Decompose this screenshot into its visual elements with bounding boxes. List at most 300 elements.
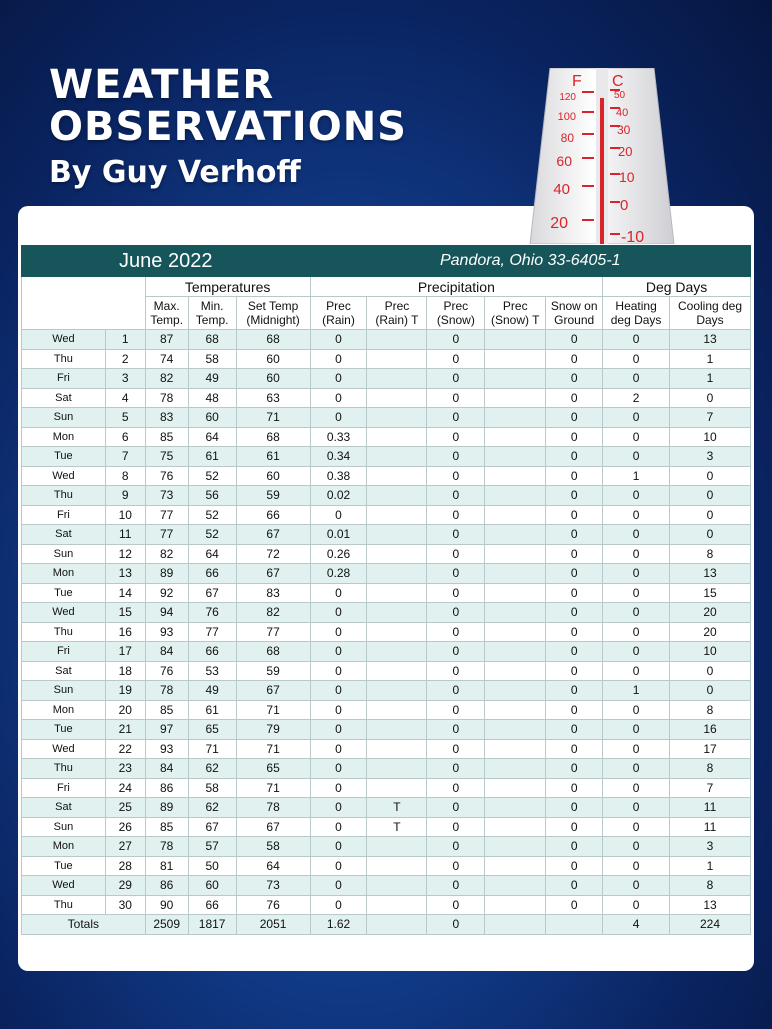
- day-number: 9: [105, 486, 145, 506]
- prec-snow: 0: [427, 447, 485, 467]
- max-temp: 92: [145, 583, 188, 603]
- prec-snow-t: [485, 427, 546, 447]
- heating-deg-days: 0: [603, 778, 670, 798]
- max-temp: 82: [145, 369, 188, 389]
- set-temp: 68: [236, 642, 310, 662]
- day-number: 21: [105, 720, 145, 740]
- set-temp: 66: [236, 505, 310, 525]
- f-tick-label: 100: [557, 111, 576, 123]
- set-temp: 71: [236, 739, 310, 759]
- prec-snow-t: [485, 778, 546, 798]
- col-set-temp: Set Temp (Midnight): [236, 297, 310, 330]
- prec-rain: 0: [310, 583, 367, 603]
- cooling-deg-days: 7: [670, 778, 751, 798]
- heating-deg-days: 0: [603, 583, 670, 603]
- group-header-row: [22, 277, 751, 297]
- prec-snow: 0: [427, 876, 485, 896]
- prec-snow-t: [485, 759, 546, 779]
- prec-rain: 0.33: [310, 427, 367, 447]
- prec-snow-t: [485, 681, 546, 701]
- day-of-week: Mon: [22, 427, 106, 447]
- day-number: 1: [105, 330, 145, 350]
- heating-deg-days: 0: [603, 408, 670, 428]
- day-number: 19: [105, 681, 145, 701]
- prec-rain-t: [367, 681, 427, 701]
- prec-snow-t: [485, 388, 546, 408]
- min-temp: 65: [188, 720, 236, 740]
- snow-on-ground: 0: [546, 817, 603, 837]
- prec-rain-t: T: [367, 817, 427, 837]
- heating-deg-days: 0: [603, 700, 670, 720]
- total-cooling: 224: [670, 915, 751, 935]
- min-temp: 66: [188, 895, 236, 915]
- min-temp: 68: [188, 330, 236, 350]
- cooling-deg-days: 0: [670, 486, 751, 506]
- cooling-deg-days: 8: [670, 759, 751, 779]
- table-row: [22, 330, 751, 350]
- day-number: 27: [105, 837, 145, 857]
- snow-on-ground: 0: [546, 700, 603, 720]
- day-number: 28: [105, 856, 145, 876]
- total-snow-t: [485, 915, 546, 935]
- set-temp: 67: [236, 817, 310, 837]
- prec-snow-t: [485, 603, 546, 623]
- prec-rain: 0: [310, 739, 367, 759]
- heating-deg-days: 0: [603, 447, 670, 467]
- table-body: [22, 330, 751, 915]
- prec-snow: 0: [427, 583, 485, 603]
- set-temp: 59: [236, 661, 310, 681]
- snow-on-ground: 0: [546, 427, 603, 447]
- max-temp: 83: [145, 408, 188, 428]
- byline: By Guy Verhoff: [49, 155, 301, 190]
- table-row: [22, 447, 751, 467]
- snow-on-ground: 0: [546, 681, 603, 701]
- prec-rain-t: [367, 388, 427, 408]
- set-temp: 78: [236, 798, 310, 818]
- table-row: [22, 661, 751, 681]
- max-temp: 86: [145, 876, 188, 896]
- day-number: 10: [105, 505, 145, 525]
- min-temp: 62: [188, 798, 236, 818]
- prec-rain-t: [367, 544, 427, 564]
- cooling-deg-days: 1: [670, 349, 751, 369]
- max-temp: 77: [145, 525, 188, 545]
- day-of-week: Wed: [22, 876, 106, 896]
- header: [49, 64, 407, 192]
- prec-snow-t: [485, 447, 546, 467]
- day-header: [22, 277, 146, 330]
- day-number: 26: [105, 817, 145, 837]
- set-temp: 83: [236, 583, 310, 603]
- max-temp: 84: [145, 642, 188, 662]
- day-of-week: Mon: [22, 564, 106, 584]
- prec-snow: 0: [427, 895, 485, 915]
- max-temp: 77: [145, 505, 188, 525]
- prec-rain: 0: [310, 720, 367, 740]
- day-number: 25: [105, 798, 145, 818]
- table-row: [22, 525, 751, 545]
- set-temp: 68: [236, 330, 310, 350]
- prec-rain: 0.38: [310, 466, 367, 486]
- c-tick-label: 0: [620, 197, 629, 214]
- cooling-deg-days: 13: [670, 564, 751, 584]
- table-row: [22, 622, 751, 642]
- totals-label: Totals: [22, 915, 146, 935]
- prec-rain-t: [367, 330, 427, 350]
- day-number: 7: [105, 447, 145, 467]
- day-of-week: Wed: [22, 466, 106, 486]
- c-tick-label: 40: [616, 107, 629, 119]
- set-temp: 63: [236, 388, 310, 408]
- prec-snow: 0: [427, 759, 485, 779]
- prec-snow: 0: [427, 369, 485, 389]
- heating-deg-days: 0: [603, 739, 670, 759]
- day-number: 4: [105, 388, 145, 408]
- prec-rain-t: [367, 525, 427, 545]
- total-rain: 1.62: [310, 915, 367, 935]
- day-of-week: Tue: [22, 447, 106, 467]
- prec-snow: 0: [427, 564, 485, 584]
- snow-on-ground: 0: [546, 369, 603, 389]
- set-temp: 68: [236, 427, 310, 447]
- prec-snow-t: [485, 330, 546, 350]
- day-number: 3: [105, 369, 145, 389]
- min-temp: 66: [188, 564, 236, 584]
- month-title: June 2022: [22, 246, 311, 277]
- set-temp: 67: [236, 525, 310, 545]
- table-row: [22, 739, 751, 759]
- day-number: 15: [105, 603, 145, 623]
- prec-rain-t: [367, 427, 427, 447]
- day-number: 17: [105, 642, 145, 662]
- c-tick-label: -10: [621, 229, 645, 244]
- max-temp: 85: [145, 700, 188, 720]
- prec-snow: 0: [427, 388, 485, 408]
- prec-rain: 0: [310, 388, 367, 408]
- prec-rain: 0.28: [310, 564, 367, 584]
- set-temp: 67: [236, 564, 310, 584]
- day-of-week: Sat: [22, 661, 106, 681]
- snow-on-ground: 0: [546, 720, 603, 740]
- prec-snow: 0: [427, 642, 485, 662]
- page-title-line-2: OBSERVATIONS: [49, 104, 407, 150]
- heating-deg-days: 0: [603, 661, 670, 681]
- cooling-deg-days: 15: [670, 583, 751, 603]
- max-temp: 75: [145, 447, 188, 467]
- snow-on-ground: 0: [546, 778, 603, 798]
- set-temp: 65: [236, 759, 310, 779]
- set-temp: 60: [236, 369, 310, 389]
- prec-rain-t: [367, 837, 427, 857]
- day-number: 20: [105, 700, 145, 720]
- max-temp: 87: [145, 330, 188, 350]
- prec-rain: 0: [310, 778, 367, 798]
- cooling-deg-days: 0: [670, 681, 751, 701]
- max-temp: 86: [145, 778, 188, 798]
- thermometer-icon: [522, 68, 682, 244]
- day-of-week: Sun: [22, 681, 106, 701]
- set-temp: 71: [236, 408, 310, 428]
- day-of-week: Fri: [22, 505, 106, 525]
- set-temp: 67: [236, 681, 310, 701]
- max-temp: 93: [145, 739, 188, 759]
- cooling-deg-days: 0: [670, 661, 751, 681]
- prec-snow-t: [485, 369, 546, 389]
- c-label: C: [612, 73, 624, 90]
- prec-rain: 0: [310, 700, 367, 720]
- prec-snow: 0: [427, 798, 485, 818]
- prec-rain: 0: [310, 349, 367, 369]
- min-temp: 48: [188, 388, 236, 408]
- day-of-week: Thu: [22, 622, 106, 642]
- cooling-deg-days: 1: [670, 369, 751, 389]
- c-tick-label: 30: [617, 123, 631, 137]
- c-tick-label: 20: [618, 144, 633, 159]
- prec-snow: 0: [427, 466, 485, 486]
- day-of-week: Thu: [22, 486, 106, 506]
- day-number: 12: [105, 544, 145, 564]
- table-row: [22, 388, 751, 408]
- table-row: [22, 895, 751, 915]
- total-max: 2509: [145, 915, 188, 935]
- day-of-week: Fri: [22, 369, 106, 389]
- total-min: 1817: [188, 915, 236, 935]
- col-snow-ground: Snow on Ground: [546, 297, 603, 330]
- set-temp: 79: [236, 720, 310, 740]
- heating-deg-days: 0: [603, 622, 670, 642]
- heating-deg-days: 0: [603, 603, 670, 623]
- table-row: [22, 369, 751, 389]
- set-temp: 77: [236, 622, 310, 642]
- min-temp: 62: [188, 759, 236, 779]
- f-tick-label: 40: [553, 181, 570, 198]
- day-of-week: Fri: [22, 778, 106, 798]
- day-number: 16: [105, 622, 145, 642]
- prec-rain-t: [367, 583, 427, 603]
- snow-on-ground: 0: [546, 876, 603, 896]
- cooling-deg-days: 8: [670, 876, 751, 896]
- min-temp: 61: [188, 447, 236, 467]
- table-row: [22, 856, 751, 876]
- prec-snow-t: [485, 876, 546, 896]
- day-number: 18: [105, 661, 145, 681]
- snow-on-ground: 0: [546, 505, 603, 525]
- min-temp: 60: [188, 876, 236, 896]
- prec-snow: 0: [427, 330, 485, 350]
- set-temp: 82: [236, 603, 310, 623]
- table-row: [22, 349, 751, 369]
- precipitation-header: Precipitation: [310, 277, 603, 297]
- prec-snow: 0: [427, 778, 485, 798]
- prec-rain: 0: [310, 603, 367, 623]
- heating-deg-days: 0: [603, 642, 670, 662]
- table-row: [22, 466, 751, 486]
- prec-rain: 0: [310, 369, 367, 389]
- f-label: F: [572, 73, 582, 90]
- prec-snow-t: [485, 798, 546, 818]
- prec-snow: 0: [427, 486, 485, 506]
- set-temp: 60: [236, 349, 310, 369]
- set-temp: 64: [236, 856, 310, 876]
- max-temp: 73: [145, 486, 188, 506]
- prec-rain-t: [367, 447, 427, 467]
- prec-snow: 0: [427, 408, 485, 428]
- cooling-deg-days: 11: [670, 817, 751, 837]
- max-temp: 78: [145, 681, 188, 701]
- prec-snow-t: [485, 564, 546, 584]
- prec-rain: 0: [310, 622, 367, 642]
- col-cooling-days: Cooling deg Days: [670, 297, 751, 330]
- table-row: [22, 408, 751, 428]
- prec-rain-t: [367, 700, 427, 720]
- prec-rain: 0: [310, 837, 367, 857]
- cooling-deg-days: 20: [670, 622, 751, 642]
- min-temp: 61: [188, 700, 236, 720]
- heating-deg-days: 0: [603, 505, 670, 525]
- max-temp: 97: [145, 720, 188, 740]
- snow-on-ground: 0: [546, 486, 603, 506]
- prec-rain: 0: [310, 681, 367, 701]
- prec-snow: 0: [427, 661, 485, 681]
- min-temp: 57: [188, 837, 236, 857]
- prec-snow-t: [485, 544, 546, 564]
- min-temp: 56: [188, 486, 236, 506]
- prec-rain-t: [367, 661, 427, 681]
- heating-deg-days: 0: [603, 486, 670, 506]
- max-temp: 94: [145, 603, 188, 623]
- heating-deg-days: 0: [603, 564, 670, 584]
- table-row: [22, 720, 751, 740]
- day-number: 30: [105, 895, 145, 915]
- prec-snow-t: [485, 817, 546, 837]
- prec-rain: 0: [310, 642, 367, 662]
- mercury-column: [600, 98, 604, 244]
- day-number: 13: [105, 564, 145, 584]
- snow-on-ground: 0: [546, 544, 603, 564]
- table-row: [22, 798, 751, 818]
- min-temp: 76: [188, 603, 236, 623]
- f-tick-label: 20: [550, 215, 568, 232]
- heating-deg-days: 0: [603, 876, 670, 896]
- prec-snow-t: [485, 622, 546, 642]
- col-min-temp: Min. Temp.: [188, 297, 236, 330]
- cooling-deg-days: 10: [670, 642, 751, 662]
- set-temp: 72: [236, 544, 310, 564]
- max-temp: 82: [145, 544, 188, 564]
- prec-rain: 0: [310, 330, 367, 350]
- prec-rain: 0.02: [310, 486, 367, 506]
- table-row: [22, 837, 751, 857]
- prec-snow: 0: [427, 700, 485, 720]
- prec-snow-t: [485, 583, 546, 603]
- heating-deg-days: 0: [603, 330, 670, 350]
- col-max-temp: Max. Temp.: [145, 297, 188, 330]
- day-of-week: Sun: [22, 544, 106, 564]
- cooling-deg-days: 3: [670, 447, 751, 467]
- prec-snow: 0: [427, 837, 485, 857]
- cooling-deg-days: 17: [670, 739, 751, 759]
- heating-deg-days: 0: [603, 837, 670, 857]
- heating-deg-days: 0: [603, 525, 670, 545]
- prec-rain-t: [367, 486, 427, 506]
- table-row: [22, 583, 751, 603]
- day-of-week: Mon: [22, 837, 106, 857]
- snow-on-ground: 0: [546, 642, 603, 662]
- table-banner: [22, 246, 751, 277]
- total-ground: [546, 915, 603, 935]
- total-set: 2051: [236, 915, 310, 935]
- prec-snow: 0: [427, 817, 485, 837]
- heating-deg-days: 0: [603, 817, 670, 837]
- col-prec-snow: Prec (Snow): [427, 297, 485, 330]
- heating-deg-days: 0: [603, 349, 670, 369]
- prec-snow: 0: [427, 603, 485, 623]
- day-of-week: Fri: [22, 642, 106, 662]
- max-temp: 90: [145, 895, 188, 915]
- table-row: [22, 642, 751, 662]
- day-of-week: Tue: [22, 856, 106, 876]
- prec-snow: 0: [427, 739, 485, 759]
- f-tick-label: 80: [560, 131, 574, 145]
- min-temp: 64: [188, 427, 236, 447]
- prec-rain-t: [367, 349, 427, 369]
- heating-deg-days: 0: [603, 427, 670, 447]
- snow-on-ground: 0: [546, 564, 603, 584]
- prec-snow: 0: [427, 720, 485, 740]
- deg-days-header: Deg Days: [603, 277, 751, 297]
- prec-snow-t: [485, 486, 546, 506]
- prec-rain: 0: [310, 798, 367, 818]
- min-temp: 66: [188, 642, 236, 662]
- max-temp: 78: [145, 388, 188, 408]
- station-title: Pandora, Ohio 33-6405-1: [310, 246, 750, 277]
- snow-on-ground: 0: [546, 466, 603, 486]
- min-temp: 58: [188, 778, 236, 798]
- min-temp: 52: [188, 525, 236, 545]
- col-prec-rain: Prec (Rain): [310, 297, 367, 330]
- day-number: 11: [105, 525, 145, 545]
- day-of-week: Sun: [22, 817, 106, 837]
- snow-on-ground: 0: [546, 408, 603, 428]
- prec-rain-t: [367, 895, 427, 915]
- heating-deg-days: 1: [603, 466, 670, 486]
- prec-rain-t: [367, 564, 427, 584]
- prec-rain: 0: [310, 661, 367, 681]
- prec-snow: 0: [427, 505, 485, 525]
- prec-rain-t: [367, 369, 427, 389]
- prec-snow: 0: [427, 427, 485, 447]
- table-row: [22, 564, 751, 584]
- set-temp: 73: [236, 876, 310, 896]
- max-temp: 76: [145, 661, 188, 681]
- totals-row: [22, 915, 751, 935]
- table-row: [22, 603, 751, 623]
- cooling-deg-days: 11: [670, 798, 751, 818]
- max-temp: 74: [145, 349, 188, 369]
- day-of-week: Tue: [22, 720, 106, 740]
- max-temp: 93: [145, 622, 188, 642]
- day-of-week: Sat: [22, 525, 106, 545]
- prec-rain-t: [367, 505, 427, 525]
- day-of-week: Sun: [22, 408, 106, 428]
- prec-snow-t: [485, 408, 546, 428]
- table-row: [22, 759, 751, 779]
- prec-snow-t: [485, 700, 546, 720]
- day-number: 22: [105, 739, 145, 759]
- snow-on-ground: 0: [546, 388, 603, 408]
- prec-snow-t: [485, 466, 546, 486]
